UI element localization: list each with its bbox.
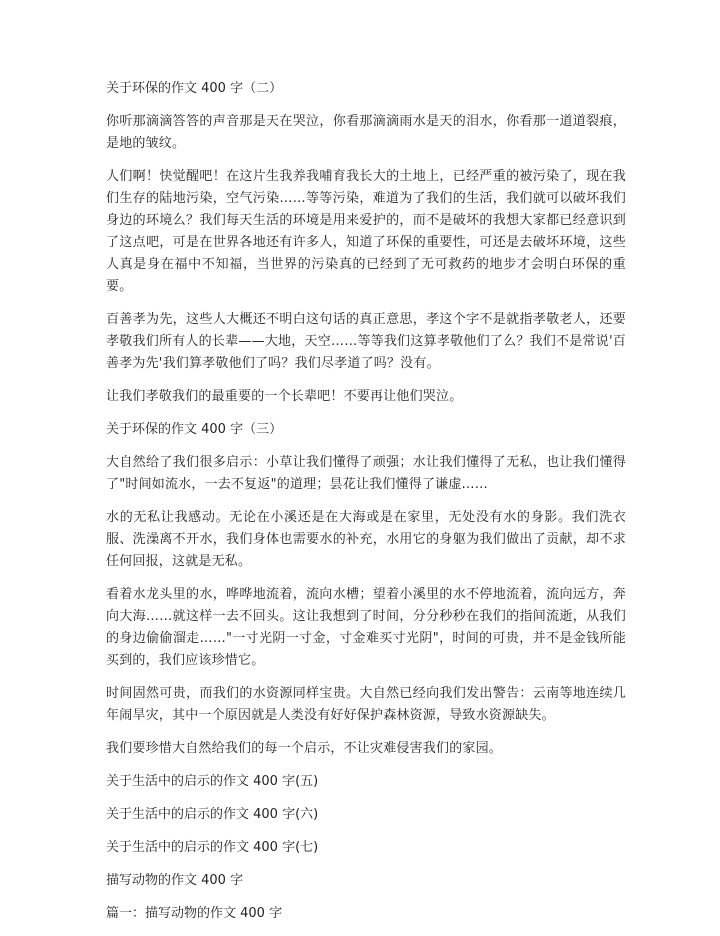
- paragraph: 百善孝为先，这些人大概还不明白这句话的真正意思，孝这个字不是就指孝敬老人，还要孝敬我们所有人的长辈——大地，天空……等等我们这算孝敬他们了么？我们不是常说'百善孝为先'我们算孝敬他们了吗？我们尽孝道了吗？没有。: [106, 312, 626, 371]
- document-body: [106, 78, 626, 936]
- paragraph: 我们要珍惜大自然给我们的每一个启示，不让灾难侵害我们的家园。: [106, 741, 503, 756]
- section-heading: 篇一：描写动物的作文 400 字: [106, 906, 283, 921]
- section-heading: 关于生活中的启示的作文 400 字(六): [106, 807, 319, 822]
- paragraph: 水的无私让我感动。无论在小溪还是在大海或是在家里，无处没有水的身影。我们洗衣服、洗澡离不开水，我们身体也需要水的补充，水用它的身躯为我们做出了贡献，却不求任何回报，这就是无私。: [106, 510, 626, 569]
- paragraph: 看着水龙头里的水，哗哗地流着，流向水槽；望着小溪里的水不停地流着，流向远方，奔向大海……就这样一去不回头。这让我想到了时间，分分秒秒在我们的指间流逝，从我们的身边偷偷溜走……"一寸光阴一寸金，寸金难买寸光阴"，时间的可贵，并不是金钱所能买到的，我们应该珍惜它。: [106, 587, 626, 668]
- paragraph: 大自然给了我们很多启示：小草让我们懂得了顽强；水让我们懂得了无私，也让我们懂得了"时间如流水，一去不复返"的道理；昙花让我们懂得了谦虚……: [106, 455, 626, 492]
- paragraph: 人们啊！快觉醒吧！在这片生我养我哺育我长大的土地上，已经严重的被污染了，现在我们生存的陆地污染，空气污染……等等污染，难道为了我们的生活，我们就可以破坏我们身边的环境么？我们每天生活的环境是用来爱护的，而不是破坏的我想大家都已经意识到了这点吧，可是在世界各地还有许多人，知道了环保的重要性，可还是去破坏环境，这些人真是身在福中不知福，当世界的污染真的已经到了无可救药的地步才会明白环保的重要。: [106, 169, 626, 294]
- section-heading: 关于环保的作文 400 字（二）: [106, 81, 283, 96]
- section-heading: 关于环保的作文 400 字（三）: [106, 422, 283, 437]
- section-heading: 描写动物的作文 400 字: [106, 873, 244, 888]
- section-heading: 关于生活中的启示的作文 400 字(七): [106, 840, 319, 855]
- paragraph: 时间固然可贵，而我们的水资源同样宝贵。大自然已经向我们发出警告：云南等地连续几年闹旱灾，其中一个原因就是人类没有好好保护森林资源，导致水资源缺失。: [106, 686, 626, 723]
- paragraph: 你听那滴滴答答的声音那是天在哭泣，你看那滴滴雨水是天的泪水，你看那一道道裂痕，是地的皱纹。: [106, 114, 626, 151]
- paragraph: 让我们孝敬我们的最重要的一个长辈吧！不要再让他们哭泣。: [106, 389, 463, 404]
- section-heading: 关于生活中的启示的作文 400 字(五): [106, 774, 319, 789]
